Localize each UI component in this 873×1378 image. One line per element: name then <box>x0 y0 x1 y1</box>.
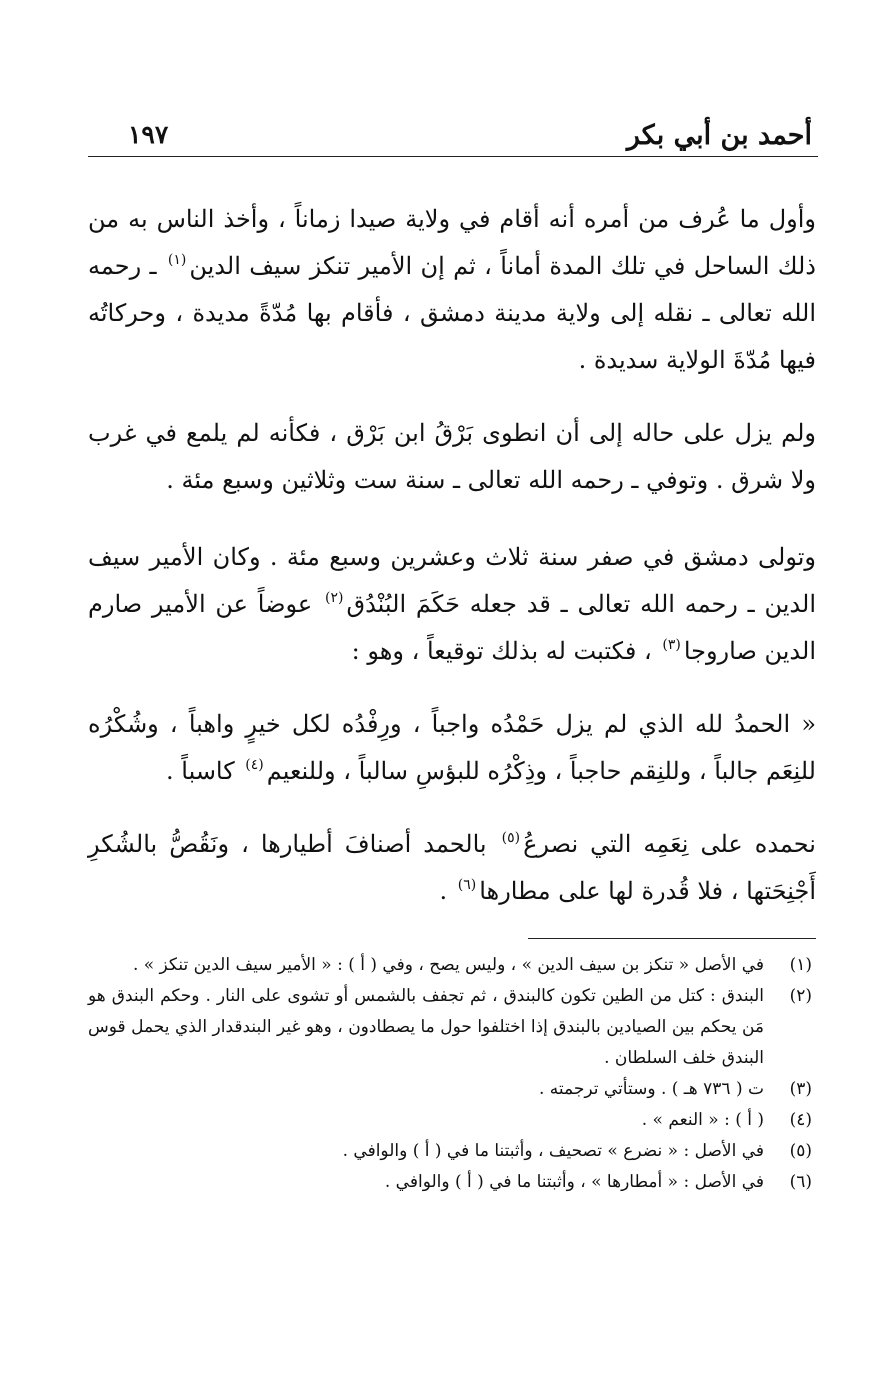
footnote-ref-3[interactable]: (٣) <box>662 637 681 653</box>
text-run: ـ رحمه الله تعالى ـ نقله إلى ولاية مدينة دمشق ، فأقام بها مُدّةً مديدة ، وحركاتُه فيها مُدّةَ الولاية سديدة . <box>88 252 816 374</box>
footnote-number: (٥) <box>789 1141 812 1161</box>
footnote <box>88 950 816 981</box>
running-title: أحمد بن أبي بكر <box>626 120 812 151</box>
main-text <box>88 196 816 941</box>
page-header <box>88 118 818 157</box>
footnote-text: ت ( ٧٣٦ هـ ) . وستأتي ترجمته . <box>538 1079 764 1099</box>
footnote-number: (٤) <box>789 1110 812 1130</box>
footnote-ref-2[interactable]: (٢) <box>324 590 344 606</box>
footnote <box>88 1136 816 1167</box>
footnote-number: (٦) <box>789 1172 812 1192</box>
footnote-text: البندق : كتل من الطين تكون كالبندق ، ثم تجفف بالشمس أو تشوى على النار . وحكم البندق هو مَن يحكم بين الصيادين بالبندق إذا اختلفوا حول ما يصطادون ، وهو غير البندقدار الذي يحمل قوس البندق خلف السلطان . <box>88 986 764 1068</box>
text-run: بالحمد أصنافَ أطيارها ، ونَقُصُّ بالشُكرِ أَجْنِحَتها ، فلا قُدرة لها على مطارها <box>88 830 816 905</box>
footnote-number: (٣) <box>789 1079 812 1099</box>
footnotes <box>88 950 816 1198</box>
footnote-ref-5[interactable]: (٥) <box>501 830 521 846</box>
footnote-ref-1[interactable]: (١) <box>167 252 187 268</box>
text-run: نحمده على نِعَمِه التي نصرعُ <box>523 830 816 858</box>
footnote <box>88 1074 816 1105</box>
paragraph-5 <box>88 821 816 915</box>
text-run: ، فكتبت له بذلك توقيعاً ، وهو : <box>351 637 660 665</box>
footnote-text: في الأصل : « أمطارها » ، وأثبتنا ما في ( أ ) والوافي . <box>384 1172 764 1192</box>
footnote <box>88 981 816 1074</box>
footnote <box>88 1167 816 1198</box>
footnote-number: (٢) <box>789 986 812 1006</box>
footnote-divider <box>528 938 816 939</box>
footnote-number: (١) <box>789 955 812 975</box>
paragraph-2 <box>88 410 816 504</box>
paragraph-4 <box>88 701 816 795</box>
footnote-text: ( أ ) : « النعم » . <box>641 1110 764 1130</box>
text-run: كاسباً . <box>166 757 243 785</box>
footnote-text: في الأصل : « نضرع » تصحيف ، وأثبتنا ما في ( أ ) والوافي . <box>342 1141 764 1161</box>
footnote-ref-4[interactable]: (٤) <box>245 757 264 773</box>
footnote-text: في الأصل « تنكز بن سيف الدين » ، وليس يصح ، وفي ( أ ) : « الأمير سيف الدين تنكز » . <box>132 955 764 975</box>
text-run: عوضاً عن الأمير صارم الدين صاروجا <box>88 590 816 665</box>
text-run: . <box>439 877 455 905</box>
paragraph-3 <box>88 534 816 675</box>
text-run: وأول ما عُرف من أمره أنه أقام في ولاية صيدا زماناً ، وأخذ الناس به من ذلك الساحل في تلك المدة أماناً ، ثم إن الأمير تنكز سيف الدين <box>88 205 816 280</box>
text-run: ولم يزل على حاله إلى أن انطوى بَرْقُ ابن بَرْق ، فكأنه لم يلمع في غرب ولا شرق . وتوفي ـ رحمه الله تعالى ـ سنة ست وثلاثين وسبع مئة . <box>88 419 817 494</box>
text-run: وتولى دمشق في صفر سنة ثلاث وعشرين وسبع مئة . وكان الأمير سيف الدين ـ رحمه الله تعالى ـ قد جعله حَكَمَ البُنْدُق <box>88 543 816 618</box>
text-run: « الحمدُ لله الذي لم يزل حَمْدُه واجباً ، ورِفْدُه لكل خيرٍ واهباً ، وشُكْرُه للنِعَم جالباً ، وللنِقم حاجباً ، وذِكْرُه للبؤسِ سالباً ، وللنعيم <box>88 710 816 785</box>
page-number: ١٩٧ <box>128 120 169 149</box>
footnote <box>88 1105 816 1136</box>
paragraph-1 <box>88 196 816 384</box>
footnote-ref-6[interactable]: (٦) <box>457 877 477 893</box>
